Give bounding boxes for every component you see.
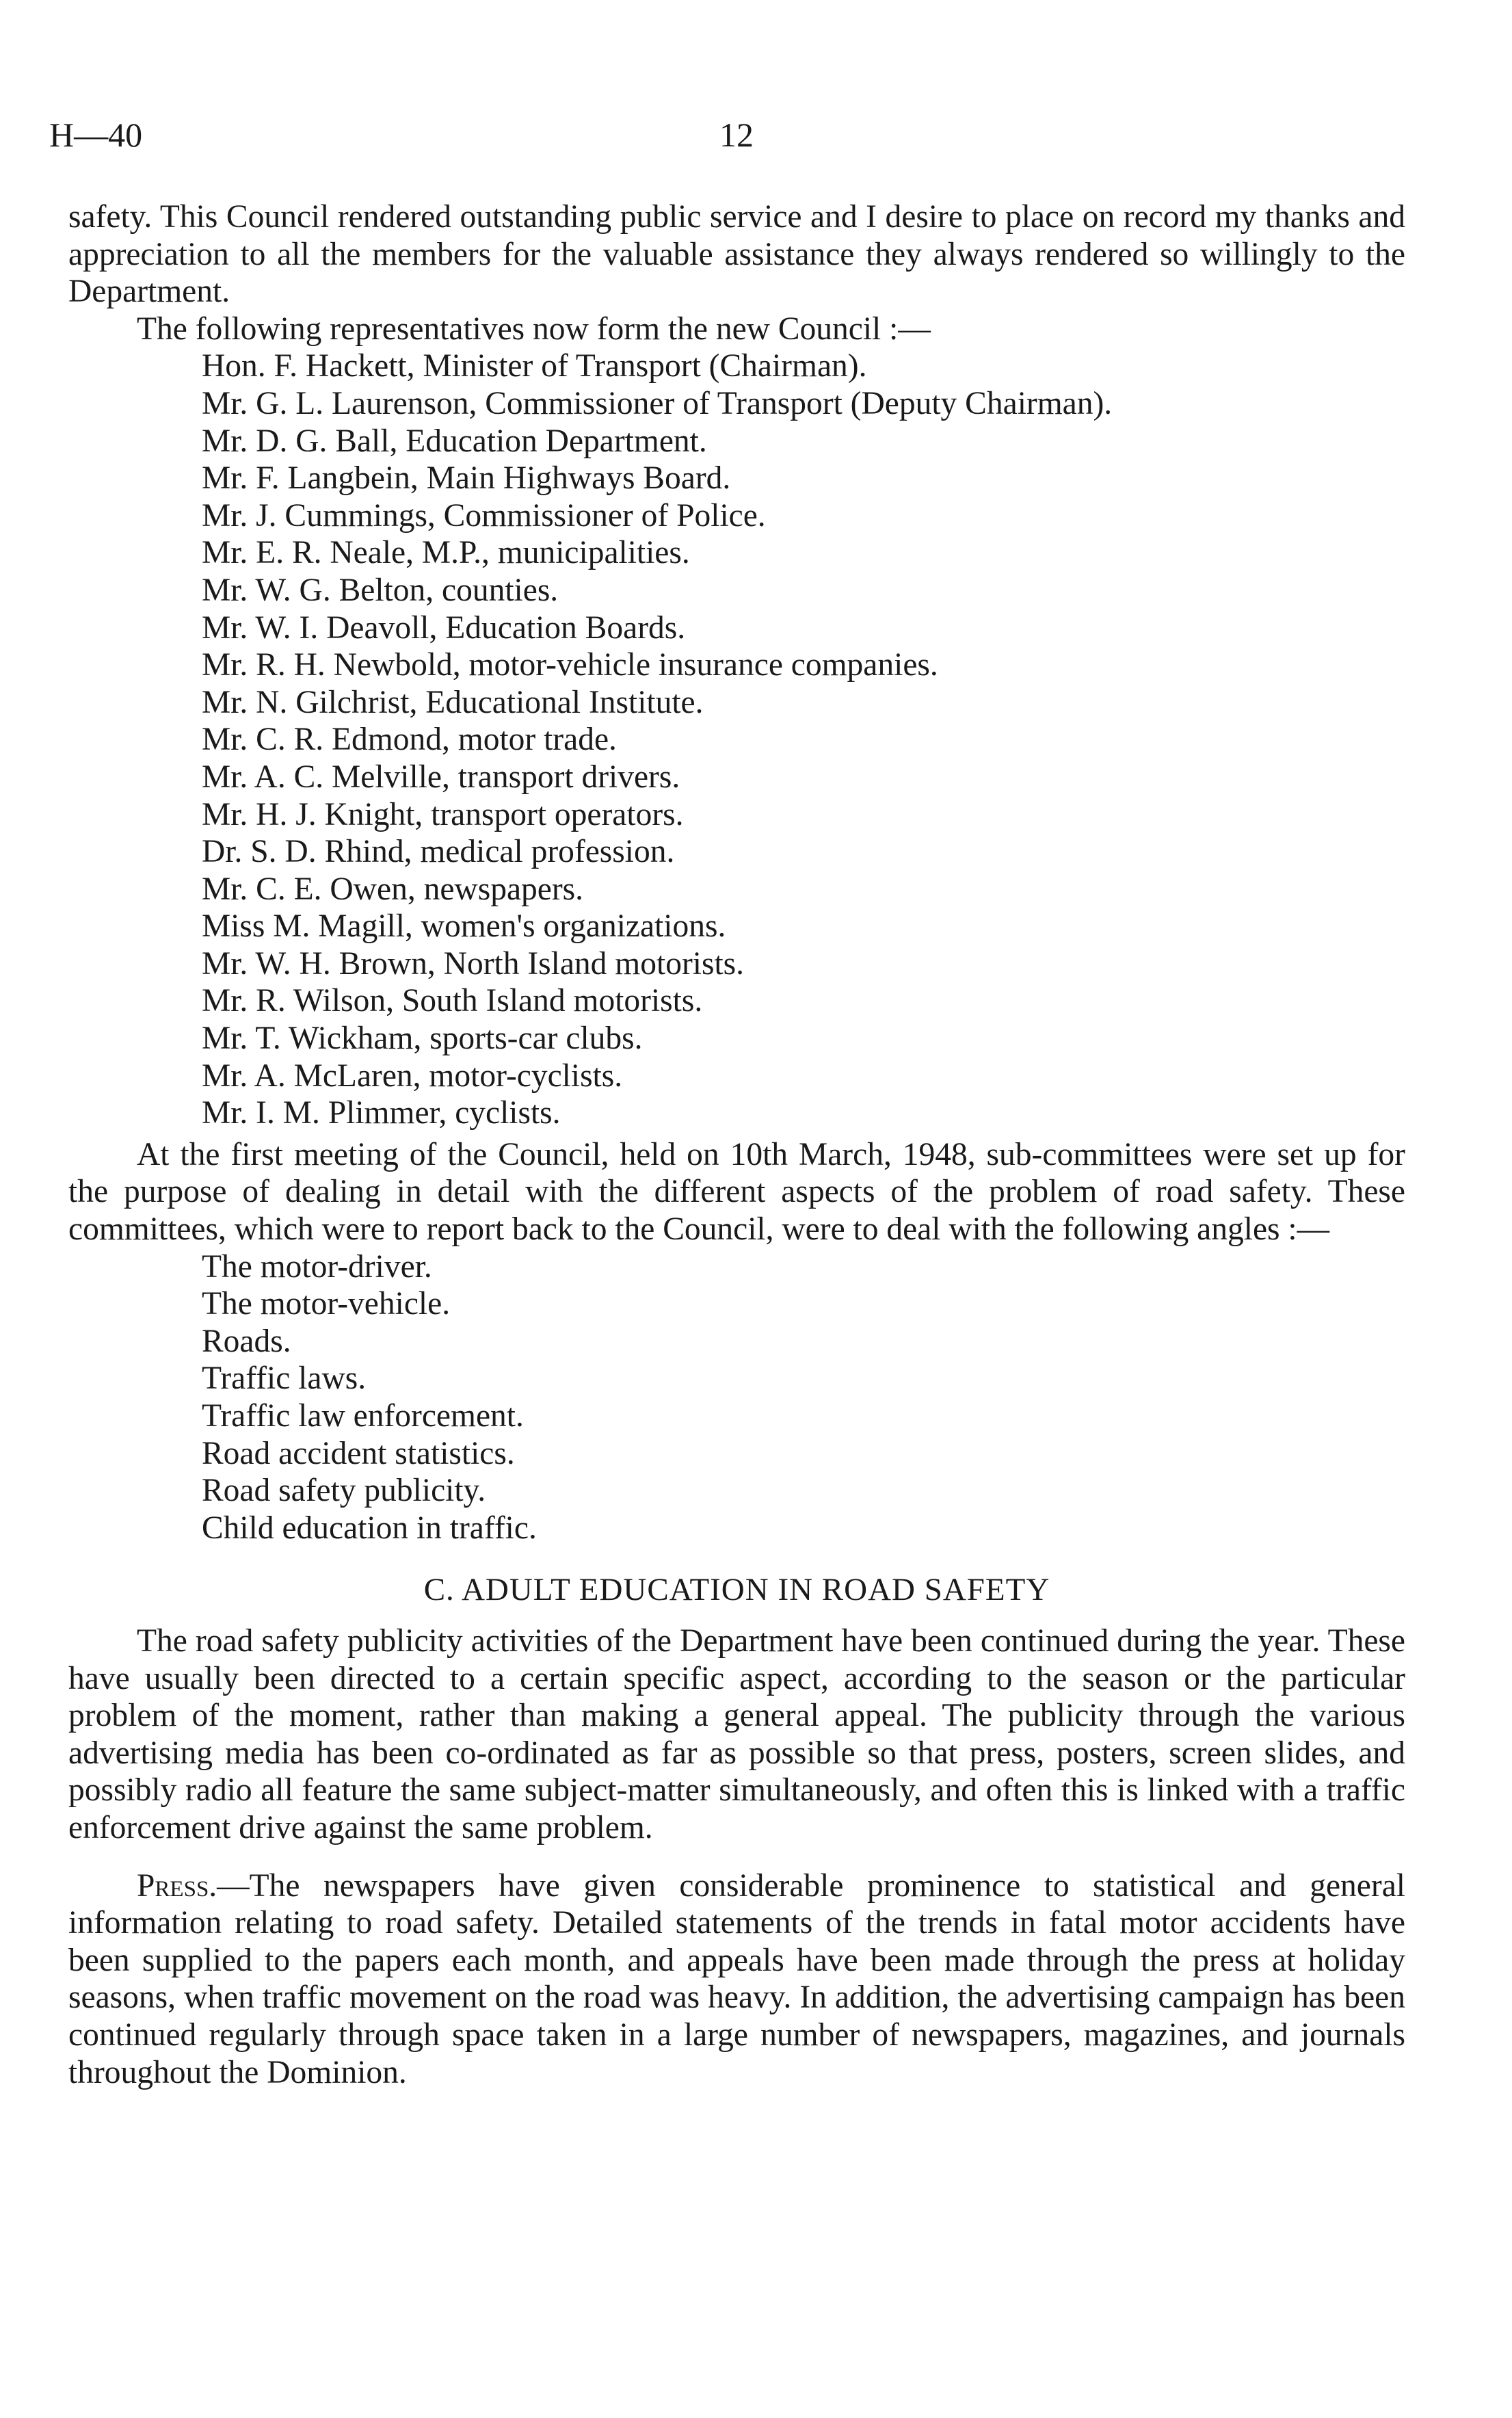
angle-item: Traffic law enforcement.	[202, 1398, 524, 1434]
council-member-list	[68, 347, 1405, 1131]
council-member: Mr. D. G. Ball, Education Department.	[202, 423, 707, 459]
press-text: —The newspapers have given considerable prominence to statistical and general information relating to road safety. Detailed statements of the trends in fatal motor accidents have been supplied to the papers each month, and appeals have been made through the press at holiday seasons, when traffic movement on the road was heavy. In addition, the advertising campaign has been continued regularly through space taken in a large number of newspapers, magazines, and journals throughout the Dominion.	[68, 1867, 1405, 2090]
angle-item: Traffic laws.	[202, 1361, 367, 1397]
council-member: Mr. G. L. Laurenson, Commissioner of Transport (Deputy Chairman).	[202, 385, 1113, 421]
angle-item: Road safety publicity.	[202, 1473, 486, 1509]
council-member: Mr. E. R. Neale, M.P., municipalities.	[202, 535, 690, 571]
angle-item: Child education in traffic.	[202, 1510, 537, 1546]
angle-item: Roads.	[202, 1323, 291, 1359]
document-code: H—40	[49, 116, 143, 154]
press-label: Press.	[137, 1867, 217, 1904]
council-member: Dr. S. D. Rhind, medical profession.	[202, 834, 675, 870]
angle-item: The motor-driver.	[202, 1248, 432, 1285]
council-member: Mr. A. McLaren, motor-cyclists.	[202, 1057, 623, 1094]
council-member: Mr. T. Wickham, sports-car clubs.	[202, 1021, 643, 1057]
council-member: Mr. W. H. Brown, North Island motorists.	[202, 945, 745, 982]
council-member: Mr. A. C. Melville, transport drivers.	[202, 759, 680, 795]
council-intro: The following representatives now form the new Council :—	[137, 311, 931, 347]
council-member: Mr. W. I. Deavoll, Education Boards.	[202, 609, 686, 646]
angles-list	[68, 1248, 1405, 1547]
page-header	[49, 115, 1410, 163]
council-member: Mr. R. H. Newbold, motor-vehicle insurance companies.	[202, 647, 938, 683]
section-heading: C. ADULT EDUCATION IN ROAD SAFETY	[423, 1572, 1050, 1608]
council-member: Hon. F. Hackett, Minister of Transport (Chairman).	[202, 348, 867, 384]
angle-item: Road accident statistics.	[202, 1435, 515, 1471]
press-paragraph	[68, 1867, 1405, 2092]
page-number: 12	[719, 116, 754, 154]
council-member: Miss M. Magill, women's organizations.	[202, 908, 726, 945]
council-member: Mr. I. M. Plimmer, cyclists.	[202, 1095, 561, 1131]
council-member: Mr. N. Gilchrist, Educational Institute.	[202, 684, 704, 720]
council-member: Mr. R. Wilson, South Island motorists.	[202, 983, 703, 1019]
council-member: Mr. J. Cummings, Commissioner of Police.	[202, 497, 766, 534]
council-member: Mr. F. Langbein, Main Highways Board.	[202, 460, 731, 497]
council-member: Mr. H. J. Knight, transport operators.	[202, 796, 684, 832]
council-member: Mr. C. E. Owen, newspapers.	[202, 871, 584, 907]
council-member: Mr. W. G. Belton, counties.	[202, 572, 559, 608]
angle-item: The motor-vehicle.	[202, 1286, 451, 1322]
council-member: Mr. C. R. Edmond, motor trade.	[202, 722, 617, 758]
intro-paragraph: safety. This Council rendered outstanding public service and I desire to place on record my thanks and appreciation to all the members for the valuable assistance they always rendered so willingly to the Department.	[68, 199, 1405, 310]
page-content	[68, 198, 1405, 2091]
first-meeting-paragraph: At the first meeting of the Council, held on 10th March, 1948, sub-committees were set up for the purpose of dealing in detail with the different aspects of the problem of road safety. These committees, which were to report back to the Council, were to deal with the following angles :—	[68, 1136, 1405, 1248]
adult-education-paragraph: The road safety publicity activities of the Department have been continued during the year. These have usually been directed to a certain specific aspect, according to the season or the particular problem of the moment, rather than making a general appeal. The publicity through the various advertising media has been co-ordinated as far as possible so that press, posters, screen slides, and possibly radio all feature the same subject-matter simultaneously, and often this is linked with a traffic enforcement drive against the same problem.	[68, 1622, 1405, 1845]
